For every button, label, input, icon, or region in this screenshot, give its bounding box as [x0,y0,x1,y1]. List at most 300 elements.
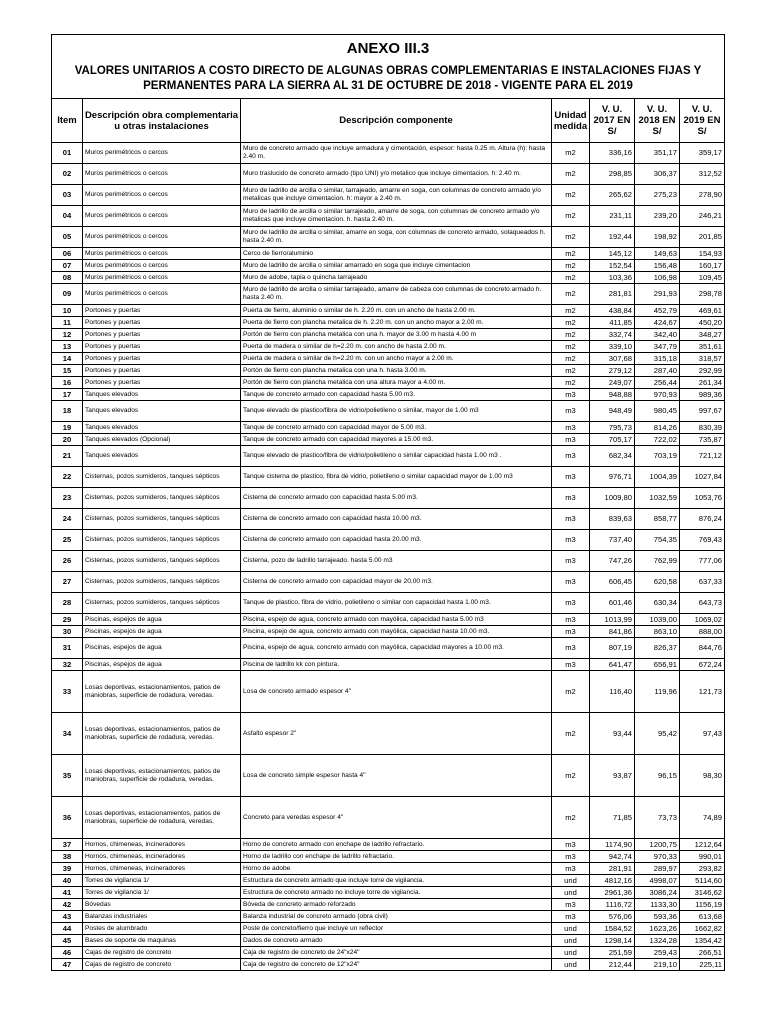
row-obra-description: Portones y puertas [83,365,241,377]
row-component-description: Tanque de concreto armado con capacidad hasta 5.00 m3. [241,389,552,401]
row-item-number: 07 [52,260,83,272]
document-sheet [51,34,724,971]
table-row [52,227,725,248]
row-value-2018: 219,10 [635,959,680,971]
row-item-number: 04 [52,206,83,227]
row-value-2017: 576,06 [590,911,635,923]
row-component-description: Poste de concreto/fierro que incluye un reflector [241,923,552,935]
row-value-2017: 332,74 [590,329,635,341]
row-value-2019: 672,24 [680,659,725,671]
row-value-2019: 990,01 [680,851,725,863]
document-title: ANEXO III.3 [346,39,430,57]
row-item-number: 26 [52,551,83,572]
row-value-2017: 249,07 [590,377,635,389]
row-value-2019: 201,85 [680,227,725,248]
row-unit: und [552,959,590,971]
row-value-2019: 450,20 [680,317,725,329]
column-header-item: Item [52,99,83,143]
table-row [52,206,725,227]
row-item-number: 16 [52,377,83,389]
row-item-number: 13 [52,341,83,353]
row-obra-description: Muros perimétricos o cercos [83,284,241,305]
row-unit: m2 [552,755,590,797]
row-value-2019: 154,93 [680,248,725,260]
row-obra-description: Cisternas, pozos sumideros, tanques sépticos [83,488,241,509]
row-value-2017: 976,71 [590,467,635,488]
row-value-2019: 74,89 [680,797,725,839]
row-value-2019: 121,73 [680,671,725,713]
row-value-2019: 298,78 [680,284,725,305]
row-value-2017: 795,73 [590,422,635,434]
row-item-number: 36 [52,797,83,839]
table-row [52,341,725,353]
row-unit: m2 [552,341,590,353]
row-item-number: 45 [52,935,83,947]
table-row [52,899,725,911]
table-row [52,272,725,284]
column-header-vu-2019: V. U. 2019 EN S/ [680,99,725,143]
table-row [52,353,725,365]
row-item-number: 46 [52,947,83,959]
row-component-description: Caja de registro de concreto de 24"x24" [241,947,552,959]
row-value-2019: 225,11 [680,959,725,971]
row-unit: m2 [552,365,590,377]
row-obra-description: Bóvedas [83,899,241,911]
row-obra-description: Tanques elevados [83,389,241,401]
row-value-2017: 1298,14 [590,935,635,947]
table-row [52,365,725,377]
row-item-number: 39 [52,863,83,875]
row-unit: m2 [552,317,590,329]
column-header-obra: Descripción obra complementaria u otras instalaciones [83,99,241,143]
row-value-2019: 735,87 [680,434,725,446]
row-unit: m3 [552,863,590,875]
row-component-description: Concreto para veredas espesor 4" [241,797,552,839]
row-obra-description: Losas deportivas, estacionamientos, patios de maniobras, superficie de rodadura, veredas. [83,713,241,755]
row-item-number: 25 [52,530,83,551]
row-obra-description: Portones y puertas [83,329,241,341]
row-obra-description: Muros perimétricos o cercos [83,206,241,227]
row-unit: m2 [552,164,590,185]
table-row [52,887,725,899]
row-item-number: 14 [52,353,83,365]
row-item-number: 24 [52,509,83,530]
row-component-description: Portón de fierro con plancha metalica con una h. mayor de 3.00 m hasta 4.00 m [241,329,552,341]
table-row [52,488,725,509]
row-component-description: Bóveda de concreto armado reforzado [241,899,552,911]
row-item-number: 35 [52,755,83,797]
table-row [52,317,725,329]
table-row [52,923,725,935]
row-value-2017: 807,19 [590,638,635,659]
row-obra-description: Muros perimétricos o cercos [83,272,241,284]
row-item-number: 22 [52,467,83,488]
row-value-2018: 259,43 [635,947,680,959]
row-value-2019: 261,34 [680,377,725,389]
row-obra-description: Hornos, chimeneas, incineradores [83,863,241,875]
row-item-number: 47 [52,959,83,971]
row-value-2019: 293,82 [680,863,725,875]
row-item-number: 43 [52,911,83,923]
row-obra-description: Piscinas, espejos de agua [83,659,241,671]
row-unit: m3 [552,899,590,911]
row-value-2019: 292,99 [680,365,725,377]
table-row [52,185,725,206]
row-item-number: 18 [52,401,83,422]
row-value-2019: 1354,42 [680,935,725,947]
row-component-description: Losa de concreto armado espesor 4" [241,671,552,713]
table-row [52,434,725,446]
row-component-description: Muro de ladrillo de arcilla o similar amarrado en soga que incluye cimentacion [241,260,552,272]
row-value-2018: 1200,75 [635,839,680,851]
row-item-number: 41 [52,887,83,899]
row-obra-description: Tanques elevados [83,446,241,467]
row-component-description: Dados de concreto armado [241,935,552,947]
row-value-2018: 96,15 [635,755,680,797]
row-value-2019: 1053,76 [680,488,725,509]
row-value-2019: 777,06 [680,551,725,572]
row-unit: m2 [552,227,590,248]
row-unit: m3 [552,851,590,863]
row-value-2018: 858,77 [635,509,680,530]
row-obra-description: Cisternas, pozos sumideros, tanques sépticos [83,593,241,614]
row-value-2018: 1004,39 [635,467,680,488]
row-value-2018: 762,99 [635,551,680,572]
row-component-description: Cisterna de concreto armado con capacidad mayor de 20.00 m3. [241,572,552,593]
row-item-number: 03 [52,185,83,206]
row-obra-description: Portones y puertas [83,377,241,389]
row-value-2018: 73,73 [635,797,680,839]
row-value-2019: 97,43 [680,713,725,755]
table-row [52,875,725,887]
row-obra-description: Cisternas, pozos sumideros, tanques sépticos [83,509,241,530]
row-component-description: Piscina, espejo de agua, concreto armado con mayólica, capacidad hasta 10.00 m3. [241,626,552,638]
row-value-2019: 888,00 [680,626,725,638]
column-header-componente: Descripción componente [241,99,552,143]
table-row [52,572,725,593]
row-component-description: Piscina, espejo de agua, concreto armado con mayólica, capacidad mayores a 10.00 m3. [241,638,552,659]
row-obra-description: Hornos, chimeneas, incineradores [83,851,241,863]
row-item-number: 08 [52,272,83,284]
column-header-unidad: Unidad medida [552,99,590,143]
row-unit: m2 [552,206,590,227]
table-row [52,446,725,467]
row-component-description: Portón de fierro con plancha metalica con una h. hasta 3.00 m. [241,365,552,377]
row-value-2017: 298,85 [590,164,635,185]
row-value-2017: 747,26 [590,551,635,572]
row-unit: m3 [552,839,590,851]
row-value-2019: 643,73 [680,593,725,614]
row-value-2019: 469,61 [680,305,725,317]
row-unit: und [552,875,590,887]
table-row [52,593,725,614]
row-item-number: 31 [52,638,83,659]
row-unit: m2 [552,353,590,365]
row-item-number: 27 [52,572,83,593]
row-unit: m2 [552,284,590,305]
row-unit: m3 [552,446,590,467]
row-value-2019: 613,68 [680,911,725,923]
row-component-description: Piscina, espejo de agua, concreto armado con mayólica, capacidad hasta 5.00 m3 [241,614,552,626]
row-value-2018: 424,67 [635,317,680,329]
row-item-number: 17 [52,389,83,401]
row-obra-description: Muros perimétricos o cercos [83,227,241,248]
row-component-description: Puerta de fierro con plancha metalica de h. 2.20 m. con un ancho mayor a 2.00 m. [241,317,552,329]
row-item-number: 28 [52,593,83,614]
table-row [52,638,725,659]
table-row [52,509,725,530]
row-value-2017: 231,11 [590,206,635,227]
row-value-2017: 336,16 [590,143,635,164]
row-unit: und [552,935,590,947]
row-value-2018: 291,93 [635,284,680,305]
row-obra-description: Postes de alumbrado [83,923,241,935]
row-item-number: 34 [52,713,83,755]
row-value-2018: 156,48 [635,260,680,272]
row-obra-description: Losas deportivas, estacionamientos, patios de maniobras, superficie de rodadura, veredas. [83,755,241,797]
row-item-number: 02 [52,164,83,185]
row-component-description: Piscina de ladrillo kk con pintura. [241,659,552,671]
row-value-2017: 281,81 [590,284,635,305]
row-value-2018: 970,33 [635,851,680,863]
row-obra-description: Muros perimétricos o cercos [83,185,241,206]
row-value-2019: 830,39 [680,422,725,434]
row-unit: m2 [552,185,590,206]
table-row [52,935,725,947]
row-item-number: 06 [52,248,83,260]
row-value-2017: 682,34 [590,446,635,467]
row-obra-description: Losas deportivas, estacionamientos, patios de maniobras, superficie de rodadura, veredas. [83,797,241,839]
row-value-2019: 5114,60 [680,875,725,887]
row-obra-description: Portones y puertas [83,305,241,317]
row-value-2018: 1039,00 [635,614,680,626]
row-item-number: 09 [52,284,83,305]
row-value-2017: 2961,36 [590,887,635,899]
column-header-vu-2018: V. U. 2018 EN S/ [635,99,680,143]
row-component-description: Puerta de madera o similar de h=2.20 m. con un ancho mayor a 2.00 m. [241,353,552,365]
table-row [52,947,725,959]
row-unit: m3 [552,638,590,659]
row-value-2017: 281,91 [590,863,635,875]
table-row [52,911,725,923]
row-value-2017: 93,87 [590,755,635,797]
row-value-2019: 348,27 [680,329,725,341]
row-component-description: Puerta de fierro, aluminio o similar de h. 2.20 m. con un ancho de hasta 2.00 m. [241,305,552,317]
row-value-2017: 606,45 [590,572,635,593]
row-value-2019: 1156,19 [680,899,725,911]
row-value-2018: 1133,30 [635,899,680,911]
row-value-2018: 722,02 [635,434,680,446]
row-item-number: 29 [52,614,83,626]
row-component-description: Muro traslucido de concreto armado (tipo UNI) y/o metalico que incluye cimentacion. h: 2.40 m. [241,164,552,185]
row-item-number: 05 [52,227,83,248]
row-obra-description: Cisternas, pozos sumideros, tanques sépticos [83,530,241,551]
row-value-2017: 279,12 [590,365,635,377]
row-unit: m3 [552,530,590,551]
row-unit: m2 [552,305,590,317]
row-value-2018: 106,98 [635,272,680,284]
row-value-2017: 192,44 [590,227,635,248]
row-unit: m2 [552,797,590,839]
row-obra-description: Torres de vigilancia 1/ [83,875,241,887]
table-row [52,143,725,164]
table-row [52,959,725,971]
row-component-description: Tanque de concreto armado con capacidad mayores a 15.00 m3. [241,434,552,446]
row-value-2017: 948,49 [590,401,635,422]
document-subtitle [56,64,720,94]
row-component-description: Horno de adobe [241,863,552,875]
row-value-2017: 339,10 [590,341,635,353]
table-row [52,671,725,713]
row-value-2018: 754,35 [635,530,680,551]
row-value-2018: 703,19 [635,446,680,467]
row-item-number: 20 [52,434,83,446]
row-unit: m2 [552,260,590,272]
row-value-2017: 601,46 [590,593,635,614]
row-value-2017: 411,85 [590,317,635,329]
row-obra-description: Cajas de registro de concreto [83,947,241,959]
row-unit: m2 [552,671,590,713]
row-value-2018: 863,10 [635,626,680,638]
row-item-number: 10 [52,305,83,317]
table-row [52,260,725,272]
row-unit: m3 [552,509,590,530]
row-item-number: 30 [52,626,83,638]
row-value-2018: 275,23 [635,185,680,206]
table-row [52,305,725,317]
table-row [52,467,725,488]
row-value-2018: 315,18 [635,353,680,365]
row-unit: m3 [552,434,590,446]
row-value-2017: 839,63 [590,509,635,530]
row-item-number: 37 [52,839,83,851]
table-row [52,659,725,671]
row-value-2017: 265,62 [590,185,635,206]
row-unit: m3 [552,401,590,422]
row-value-2018: 289,97 [635,863,680,875]
row-unit: m3 [552,551,590,572]
row-value-2018: 3086,24 [635,887,680,899]
row-value-2018: 347,79 [635,341,680,353]
row-value-2019: 266,51 [680,947,725,959]
row-obra-description: Piscinas, espejos de agua [83,626,241,638]
row-obra-description: Tanques elevados (Opcional) [83,434,241,446]
row-item-number: 38 [52,851,83,863]
row-component-description: Muro de ladrillo de arcilla o similar tarrajeado, amarre de soga, con columnas de concreto armado y/o metalicas que incluye cimentacion. h. hasta 2.40 m. [241,206,552,227]
row-value-2017: 93,44 [590,713,635,755]
row-component-description: Horno de concreto armado con enchape de ladrillo refractario. [241,839,552,851]
row-obra-description: Portones y puertas [83,341,241,353]
table-row [52,422,725,434]
row-obra-description: Hornos, chimeneas, incineradores [83,839,241,851]
row-value-2019: 1069,02 [680,614,725,626]
row-obra-description: Portones y puertas [83,317,241,329]
row-value-2018: 1324,28 [635,935,680,947]
row-component-description: Balanza industrial de concreto armado (obra civil) [241,911,552,923]
table-row [52,851,725,863]
row-component-description: Tanque cisterna de plastico, fibra de vidrio, polietileno o similar capacidad mayor de 1.00 m3 [241,467,552,488]
row-unit: m3 [552,389,590,401]
row-item-number: 19 [52,422,83,434]
row-value-2017: 438,84 [590,305,635,317]
table-row [52,839,725,851]
row-component-description: Asfalto espesor 2" [241,713,552,755]
table-row [52,329,725,341]
row-item-number: 01 [52,143,83,164]
row-value-2019: 359,17 [680,143,725,164]
row-value-2017: 116,40 [590,671,635,713]
row-component-description: Puerta de madera o similar de h=2.20 m. con ancho de hasta 2.00 m. [241,341,552,353]
row-value-2018: 656,91 [635,659,680,671]
row-value-2018: 593,36 [635,911,680,923]
row-component-description: Caja de registro de concreto de 12"x24" [241,959,552,971]
row-value-2017: 1584,52 [590,923,635,935]
table-row [52,755,725,797]
row-value-2019: 997,67 [680,401,725,422]
row-value-2018: 149,63 [635,248,680,260]
row-value-2017: 152,54 [590,260,635,272]
row-value-2018: 980,45 [635,401,680,422]
row-value-2019: 278,90 [680,185,725,206]
row-item-number: 12 [52,329,83,341]
table-row [52,377,725,389]
row-item-number: 33 [52,671,83,713]
row-value-2017: 641,47 [590,659,635,671]
valores-unitarios-table [51,34,725,971]
row-obra-description: Cisternas, pozos sumideros, tanques sépticos [83,551,241,572]
row-value-2018: 256,44 [635,377,680,389]
row-unit: m3 [552,572,590,593]
table-body [52,143,725,971]
row-value-2018: 970,93 [635,389,680,401]
row-component-description: Cisterna de concreto armado con capacidad hasta 10.00 m3. [241,509,552,530]
table-row [52,389,725,401]
row-value-2017: 1116,72 [590,899,635,911]
row-component-description: Estructura de concreto armado no incluye torre de vigilancia. [241,887,552,899]
row-component-description: Cisterna de concreto armado con capacidad hasta 5.00 m3. [241,488,552,509]
row-value-2017: 212,44 [590,959,635,971]
row-item-number: 32 [52,659,83,671]
row-component-description: Horno de ladrillo con enchape de ladrillo refractario. [241,851,552,863]
row-value-2018: 630,34 [635,593,680,614]
row-value-2019: 312,52 [680,164,725,185]
row-component-description: Muro de ladrillo de arcilla o similar tarrajeado, amarre de cabeza con columnas de concreto armado h. hasta 2.40 m. [241,284,552,305]
row-item-number: 40 [52,875,83,887]
row-value-2018: 4998,07 [635,875,680,887]
row-value-2019: 989,36 [680,389,725,401]
row-unit: m2 [552,272,590,284]
row-item-number: 44 [52,923,83,935]
row-obra-description: Muros perimétricos o cercos [83,260,241,272]
row-component-description: Tanque de plastico, fibra de vidrio, polietileno o similar con capacidad hasta 1.00 m3. [241,593,552,614]
row-value-2017: 1174,90 [590,839,635,851]
row-item-number: 42 [52,899,83,911]
row-value-2019: 98,30 [680,755,725,797]
table-row [52,401,725,422]
row-value-2017: 71,85 [590,797,635,839]
row-unit: m2 [552,143,590,164]
table-row [52,164,725,185]
row-value-2018: 1623,26 [635,923,680,935]
row-value-2019: 3146,62 [680,887,725,899]
row-component-description: Muro de ladrillo de arcilla o similar, tarrajeado, amarre en soga, con columnas de concreto armado y/o metalicas que incluye cimentacion. h: mayor a 2.40 m. [241,185,552,206]
row-value-2018: 1032,59 [635,488,680,509]
row-unit: m3 [552,593,590,614]
row-obra-description: Piscinas, espejos de agua [83,614,241,626]
row-obra-description: Balanzas industriales [83,911,241,923]
row-unit: und [552,923,590,935]
row-value-2017: 4812,16 [590,875,635,887]
